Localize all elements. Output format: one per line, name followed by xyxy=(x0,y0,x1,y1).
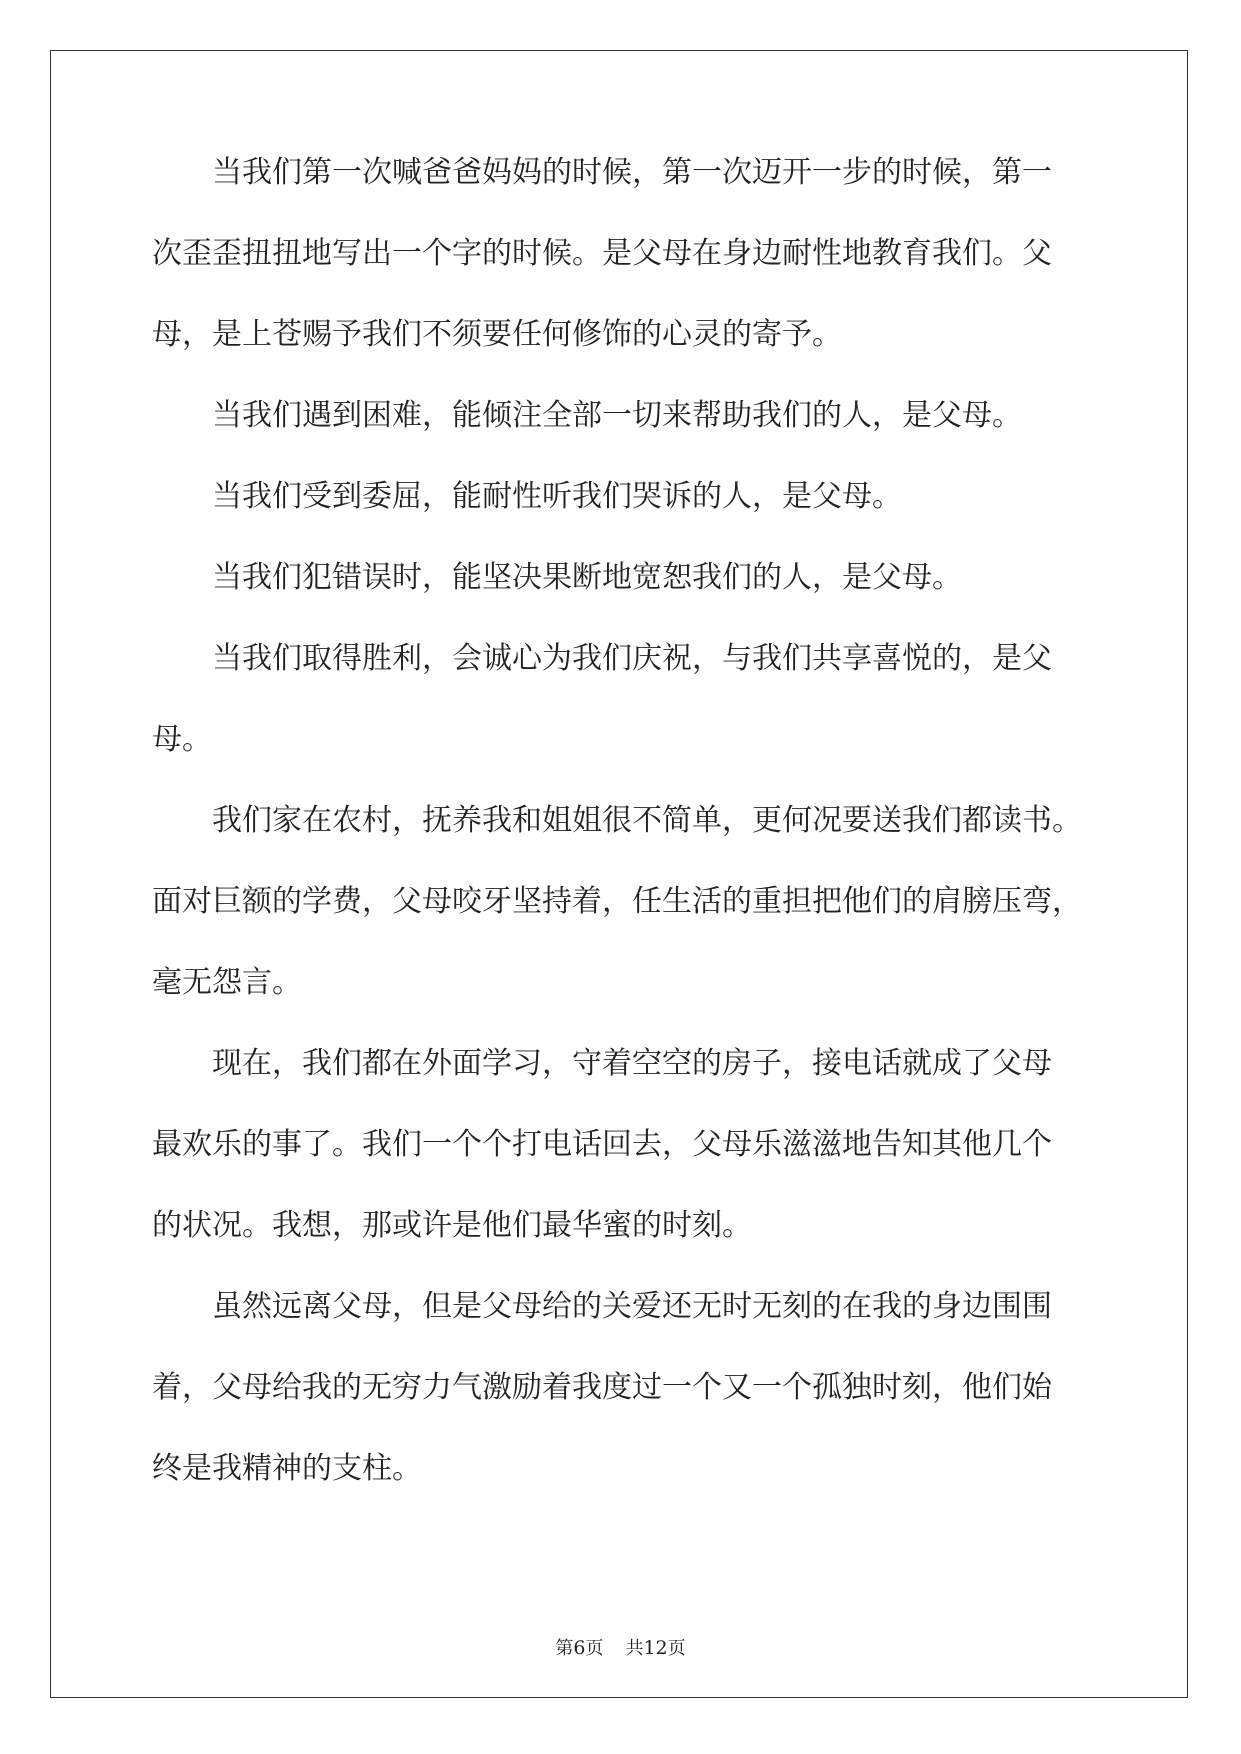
text-line: 虽然远离父母，但是父母给的关爱还无时无刻的在我的身边围围 xyxy=(152,1289,1052,1324)
text-line: 的状况。我想，那或许是他们最华蜜的时刻。 xyxy=(152,1208,752,1243)
text-line: 当我们第一次喊爸爸妈妈的时候，第一次迈开一步的时候，第一 xyxy=(152,155,1052,190)
page-number: 6 xyxy=(573,1637,586,1659)
total-pages: 12 xyxy=(643,1637,668,1659)
text-line: 面对巨额的学费，父母咬牙坚持着，任生活的重担把他们的肩膀压弯， xyxy=(152,884,1082,919)
text-line: 毫无怨言。 xyxy=(152,965,302,1000)
text-line: 母。 xyxy=(152,722,212,757)
document-body xyxy=(152,145,1087,1522)
text-line: 现在，我们都在外面学习，守着空空的房子，接电话就成了父母 xyxy=(152,1046,1052,1081)
text-line: 我们家在农村，抚养我和姐姐很不简单，更何况要送我们都读书。 xyxy=(152,803,1082,838)
total-suffix: 页 xyxy=(667,1638,686,1659)
page-suffix: 页 xyxy=(585,1638,604,1659)
text-line: 当我们犯错误时，能坚决果断地宽恕我们的人，是父母。 xyxy=(152,560,962,595)
text-line: 当我们取得胜利，会诚心为我们庆祝，与我们共享喜悦的，是父 xyxy=(152,641,1052,676)
text-line: 当我们遇到困难，能倾注全部一切来帮助我们的人，是父母。 xyxy=(152,398,1022,433)
text-line: 最欢乐的事了。我们一个个打电话回去，父母乐滋滋地告知其他几个 xyxy=(152,1127,1052,1162)
page-footer xyxy=(0,1634,1241,1660)
text-line: 着，父母给我的无穷力气激励着我度过一个又一个孤独时刻，他们始 xyxy=(152,1370,1052,1405)
text-line: 次歪歪扭扭地写出一个字的时候。是父母在身边耐性地教育我们。父 xyxy=(152,236,1052,271)
text-line: 当我们受到委屈，能耐性听我们哭诉的人，是父母。 xyxy=(152,479,902,514)
page-prefix: 第 xyxy=(555,1638,574,1659)
text-line: 母，是上苍赐予我们不须要任何修饰的心灵的寄予。 xyxy=(152,317,842,352)
total-prefix: 共 xyxy=(625,1638,644,1659)
text-line: 终是我精神的支柱。 xyxy=(152,1451,422,1486)
